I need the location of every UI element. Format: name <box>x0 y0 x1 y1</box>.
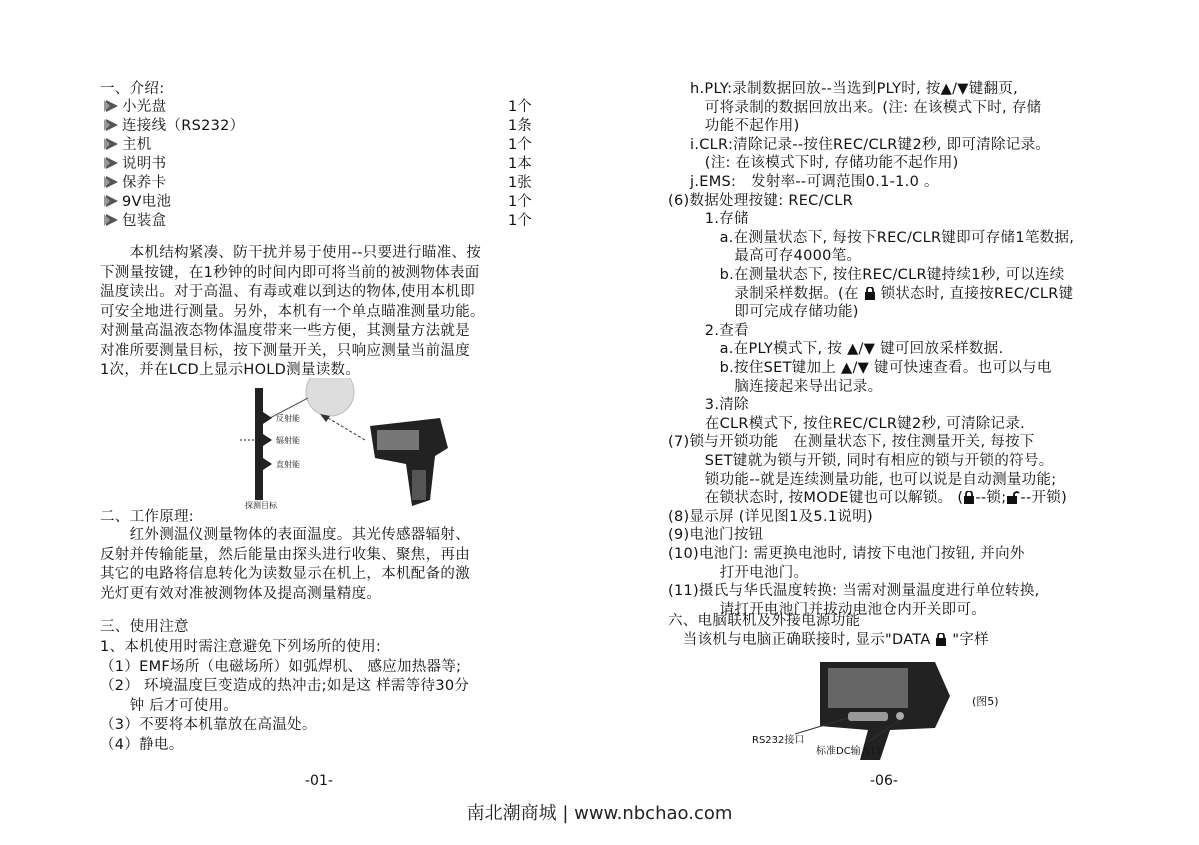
text-line: 即可完成存储功能) <box>690 304 859 321</box>
emitted-energy-label: 辐射能 <box>276 436 300 445</box>
text-line: 可将录制的数据回放出来。(注: 在该模式下时, 存储 <box>690 99 1042 116</box>
item-qty: 1条 <box>508 118 532 134</box>
paragraph-line: 光灯更有效对准被测物体及提高测量精度。 <box>100 585 382 602</box>
paragraph-line: 对测量高温液态物体温度带来一些方便，其测量方法就是 <box>100 323 470 339</box>
dc-input-label: 标准DC输入口 <box>816 746 881 757</box>
text-line: (11)摄氏与华氏温度转换: 当需对测量温度进行单位转换, <box>668 583 1040 600</box>
sun-icon <box>306 378 354 416</box>
list-item <box>106 117 244 136</box>
reflected-energy-label: 反射能 <box>276 414 300 423</box>
target-caption: 探测目标 <box>245 501 277 510</box>
page-number-left: -01- <box>305 773 333 789</box>
text-line: h.PLY:录制数据回放--当选到PLY时, 按▲/▼键翻页, <box>690 81 1019 97</box>
text-line: 最高可存4000笔。 <box>690 248 862 265</box>
section6-title: 六、电脑联机及外接电源功能 <box>668 613 861 629</box>
item-name: 包装盒 <box>122 213 167 229</box>
site-footer: 南北潮商城 | www.nbchao.com <box>466 803 733 824</box>
bullet-arrow-icon <box>106 157 118 169</box>
list-item <box>106 155 166 174</box>
list-item <box>106 193 171 212</box>
item-name: 小光盘 <box>122 99 167 115</box>
lock-icon <box>864 287 876 300</box>
text-line: 请打开电池门并拔动电池仓内开关即可。 <box>690 601 986 618</box>
item-name: 主机 <box>122 137 152 153</box>
section6-text: 当该机与电脑正确联接时, 显示"DATA "字样 <box>668 632 989 648</box>
item-name: 9V电池 <box>122 194 172 210</box>
measurement-diagram <box>230 378 460 516</box>
bullet-arrow-icon <box>106 100 118 112</box>
text-line: 打开电池门。 <box>690 564 809 581</box>
item-name: 连接线（RS232） <box>122 118 245 134</box>
item-qty: 1本 <box>508 156 532 172</box>
text-line: 1.存储 <box>690 211 749 228</box>
thermometer-icon <box>370 418 448 506</box>
rs232-port-icon <box>848 712 888 721</box>
paragraph-line: 红外测温仪测量物体的表面温度。其光传感器辐射、 <box>100 527 470 543</box>
target-surface <box>255 388 263 500</box>
paragraph-line: 反射并传输能量，然后能量由探头进行收集、聚焦，再由 <box>100 546 470 563</box>
text-line: b.在测量状态下, 按住REC/CLR键持续1秒, 可以连续 <box>690 267 1065 283</box>
text-line: 锁功能--就是连续测量功能, 也可以说是自动测量功能; <box>690 471 1057 488</box>
text-line: a.在PLY模式下, 按 ▲/▼ 键可回放采样数据. <box>690 341 1004 358</box>
bullet-arrow-icon <box>106 119 118 131</box>
note-line: （3）不要将本机靠放在高温处。 <box>100 717 317 733</box>
section1-title: 一、介绍: <box>100 81 165 97</box>
text-line: 功能不起作用) <box>690 118 800 135</box>
transmitted-energy-label: 直射能 <box>276 460 300 469</box>
note-line: （1）EMF场所（电磁场所）如弧焊机、 感应加热器等; <box>100 658 462 675</box>
page-number-right: -06- <box>870 773 898 789</box>
item-qty: 1张 <box>508 175 532 191</box>
text-line: (7)锁与开锁功能 在测量状态下, 按住测量开关, 每按下 <box>668 434 1035 451</box>
lock-icon <box>963 491 975 504</box>
item-qty: 1个 <box>508 137 532 153</box>
paragraph-line: 下测量按键，在1秒钟的时间内即可将当前的被测物体表面 <box>100 264 480 281</box>
text-line: 在CLR模式下, 按住REC/CLR键2秒, 可清除记录. <box>690 415 1026 432</box>
text-line: 录制采样数据。(在 锁状态时, 直接按REC/CLR键 <box>690 285 1074 302</box>
note-line: 1、本机使用时需注意避免下列场所的使用: <box>100 639 382 655</box>
paragraph-line: 可安全地进行测量。另外，本机有一个单点瞄准测量功能。 <box>100 303 485 320</box>
text-line: (8)显示屏 (详见图1及5.1说明) <box>668 508 873 525</box>
list-item <box>106 98 166 117</box>
rs232-label: RS232接口 <box>752 735 805 746</box>
paragraph-line: 1次，并在LCD上显示HOLD测量读数。 <box>100 362 361 378</box>
item-qty: 1个 <box>508 99 532 115</box>
bullet-arrow-icon <box>106 214 118 226</box>
unlock-icon <box>1006 491 1020 504</box>
list-item <box>106 212 166 231</box>
item-qty: 1个 <box>508 194 532 210</box>
text-line: b.按住SET键加上 ▲/▼ 键可快速查看。也可以与电 <box>690 360 1052 376</box>
item-name: 保养卡 <box>122 175 167 191</box>
text-line: a.在测量状态下, 每按下REC/CLR键即可存储1笔数据, <box>690 229 1075 246</box>
text-line: (9)电池门按钮 <box>668 527 764 544</box>
text-line: j.EMS: 发射率--可调范围0.1-1.0 。 <box>690 174 939 190</box>
item-qty: 1个 <box>508 213 532 229</box>
section3-title: 三、使用注意 <box>100 619 189 635</box>
figure-5-caption: (图5) <box>972 695 999 708</box>
item-name: 说明书 <box>122 156 167 172</box>
text-line: i.CLR:清除记录--按住REC/CLR键2秒, 即可清除记录。 <box>690 136 1051 153</box>
section2-title: 二、工作原理: <box>100 509 194 525</box>
text-line: (6)数据处理按键: REC/CLR <box>668 192 853 209</box>
beam-line <box>328 418 365 440</box>
paragraph-line: 其它的电路将信息转化为读数显示在机上，本机配备的激 <box>100 566 470 582</box>
lock-icon <box>935 633 947 646</box>
text-line: SET键就为锁与开锁, 同时有相应的锁与开锁的符号。 <box>690 453 1054 469</box>
note-line: （2） 环境温度巨变造成的热冲击;如是这 样需等待30分 <box>100 678 470 694</box>
text-line: 3.清除 <box>690 397 749 414</box>
text-line: 2.查看 <box>690 322 749 339</box>
note-line: 钟 后才可使用。 <box>100 697 239 714</box>
list-item <box>106 174 166 193</box>
text-line: 在锁状态时, 按MODE键也可以解锁。 ( --锁; --开锁) <box>690 490 1068 507</box>
figure-5 <box>750 656 1020 766</box>
text-line: (10)电池门: 需更换电池时, 请按下电池门按钮, 并向外 <box>668 546 1025 562</box>
bullet-arrow-icon <box>106 195 118 207</box>
list-item <box>106 136 152 155</box>
dc-port-icon <box>896 712 904 720</box>
text-line: 脑连接起来导出记录。 <box>690 378 883 395</box>
text-line: (注: 在该模式下时, 存储功能不起作用) <box>690 155 959 172</box>
paragraph-line: 本机结构紧凑、防干扰并易于使用--只要进行瞄准、按 <box>100 245 482 261</box>
bullet-arrow-icon <box>106 138 118 150</box>
note-line: （4）静电。 <box>100 736 184 753</box>
bullet-arrow-icon <box>106 176 118 188</box>
paragraph-line: 对准所要测量目标，按下测量开关，只响应测量当前温度 <box>100 342 470 359</box>
paragraph-line: 温度读出。对于高温、有毒或难以到达的物体,使用本机即 <box>100 284 475 300</box>
